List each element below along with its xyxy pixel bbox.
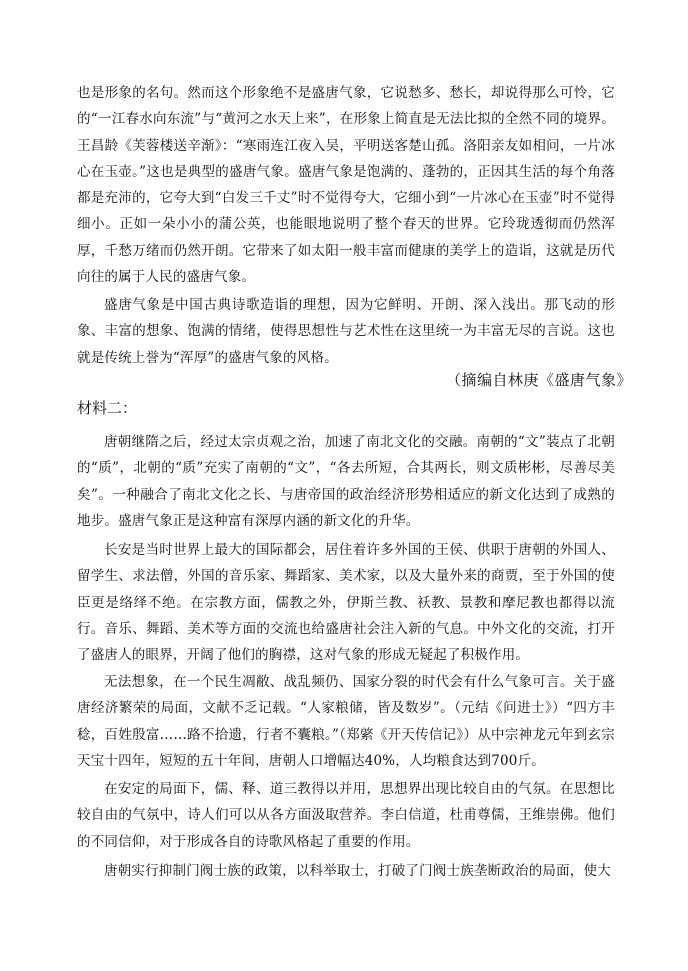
paragraph-1: 也是形象的名句。然而这个形象绝不是盛唐气象，它说愁多、愁长，却说得那么可怜，它的“一江春水向东流”与“黄河之水天上来”，在形象上简直是无法比拟的全然不同的境界。王昌龄《芙蓉楼送辛渐》：“寒雨连江夜入吴，平明送客楚山孤。洛阳亲友如相问，一片冰心在玉壶。”这也是典型的盛唐气象。盛唐气象是饱满的、蓬勃的，正因其生活的每个角落都是充沛的，它夸大到“白发三千丈”时不觉得夸大，它细小到“一片冰心在玉壶”时不觉得细小。正如一朵小小的蒲公英，也能眼地说明了整个春天的世界。它玲珑透彻而仍然浑厚，千愁万绪而仍然开朗。它带来了如太阳一般丰富而健康的美学上的造诣，这就是历代向往的属于人民的盛唐气象。	[77, 85, 615, 286]
paragraph-3: 唐朝继隋之后，经过太宗贞观之治，加速了南北文化的交融。南朝的“文”装点了北朝的“质”，北朝的“质”充实了南朝的“文”，“各去所短，合其两长，则文质彬彬，尽善尽美矣”。一种融合了南北文化之长、与唐帝国的政治经济形势相适应的新文化达到了成熟的地步。盛唐气象正是这种富有深厚内涵的新文化的升华。	[77, 434, 615, 529]
paragraph-7: 唐朝实行抑制门阀士族的政策，以科举取士，打破了门阀士族垄断政治的局面，使大	[104, 863, 611, 879]
paragraph-2: 盛唐气象是中国古典诗歌造诣的理想，因为它鲜明、开朗、深入浅出。那飞动的形象、丰富的想象、饱满的情绪，使得思想性与艺术性在这里统一为丰富无尽的言说。这也就是传统上誉为“浑厚”的盛唐气象的风格。	[77, 297, 615, 366]
paragraph-4: 长安是当时世界上最大的国际都会，居住着许多外国的王侯、供职于唐朝的外国人、留学生、求法僧，外国的音乐家、舞蹈家、美术家，以及大量外来的商贾，至于外国的使臣更是络绎不绝。在宗教方面，儒教之外，伊斯兰教、袄教、景教和摩尼教也都得以流行。音乐、舞蹈、美术等方面的交流也给盛唐社会注入新的气息。中外文化的交流，打开了盛唐人的眼界，开阔了他们的胸襟，这对气象的形成无疑起了积极作用。	[77, 542, 615, 664]
paragraph-5: 无法想象，在一个民生凋敝、战乱频仍、国家分裂的时代会有什么气象可言。关于盛唐经济繁荣的局面，文献不乏记载。“人家粮储，皆及数岁”。（元结《问进士》）“四方丰稔，百姓殷富……路不拾遗，行者不囊粮。”（郑綮《开天传信记》）从中宗神龙元年到玄宗天宝十四年，短短的五十年间，唐朝人口增幅达40%，人均粮食达到700斤。	[77, 674, 615, 769]
citation: （摘编自林庚《盛唐气象》	[445, 372, 632, 389]
paragraph-6: 在安定的局面下，儒、释、道三教得以并用，思想界出现比较自由的气氛。在思想比较自由的气氛中，诗人们可以从各方面汲取营养。李白信道，杜甫尊儒，王维崇佛。他们的不同信仰，对于形成各自的诗歌风格起了重要的作用。	[77, 781, 615, 850]
section-label: 材料二：	[77, 400, 138, 417]
